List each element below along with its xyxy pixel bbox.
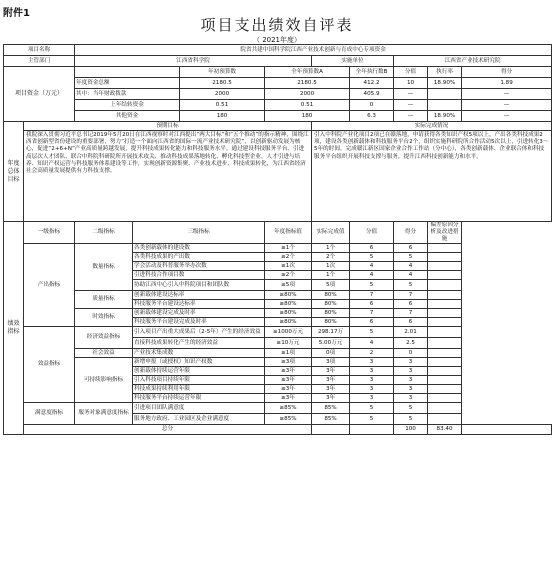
l2-indicator: 时效指标 xyxy=(75,309,133,327)
funds-row: 上年结转资金 0.51 0.51 0 — — xyxy=(4,100,552,111)
perf-header: 得分 xyxy=(394,222,428,244)
total-score: 83.40 xyxy=(428,425,462,435)
funds-label: 项目资金（万元） xyxy=(4,67,75,122)
table-row: 满意度指标 服务对象满意度指标 引进项目团队满意度 ≥85% 85% 5 5 xyxy=(4,403,552,414)
table-row: 服务地方政府、工业园区及企业满意度 ≥85% 85% 5 5 xyxy=(4,414,552,425)
unit-name: 江西省产业技术研究院 xyxy=(394,56,552,67)
table-row: 各类科技成果的产出数 ≥2个 2个 5 5 xyxy=(4,253,552,262)
dept-name: 江西省科学院 xyxy=(75,56,312,67)
table-row: 效益指标 经济效益指标 引入项目产出重大成果后（2-5年）产生的经济效益 ≥1000万元 298.17万 5 2.01 xyxy=(4,327,552,338)
funds-header-score: 得分 xyxy=(462,67,552,78)
funds-header-initial: 年初预算数 xyxy=(180,67,265,78)
l2-indicator: 可持续影响指标 xyxy=(75,358,133,403)
table-row: 社会效益 产业技术集成数 ≥1项 0项 2 0 xyxy=(4,349,552,358)
table-row: 直接科技成果转化产生的经济效益 ≥10万元 5.00万元 4 2.5 xyxy=(4,338,552,349)
funds-header-annual: 全年预算数A xyxy=(265,67,350,78)
page-title: 项目支出绩效自评表 xyxy=(200,16,354,34)
funds-row: 其中：当年财政拨款 2000 2000 405.9 — — xyxy=(4,89,552,100)
perf-header: 三级指标 xyxy=(133,222,265,244)
perf-header: 分值 xyxy=(350,222,394,244)
project-name: 院省共建中国科学院江西产业技术创新与育成中心专项资金 xyxy=(75,45,552,56)
funds-row: 其他资金 180 180 6.3 — 18.90% — xyxy=(4,111,552,122)
project-name-label: 项目名称 xyxy=(4,45,75,56)
funds-header-value: 分值 xyxy=(394,67,428,78)
total-value: 100 xyxy=(394,425,428,435)
perf-header: 实际完成值 xyxy=(312,222,350,244)
perf-header: 年度指标值 xyxy=(265,222,312,244)
table-row: 引入科技项目持续年限 ≥3年 3年 3 3 xyxy=(4,376,552,385)
table-row: 时效指标 创新载体建设完成及时率 ≥80% 80% 7 7 xyxy=(4,309,552,318)
table-row: 可持续影响指标 新增申报（或授权）知识产权数 ≥3项 3项 3 3 xyxy=(4,358,552,367)
table-row: 科技服务平台建设达标率 ≥80% 80% 6 6 xyxy=(4,300,552,309)
perf-header: 一级指标 xyxy=(24,222,75,244)
l2-indicator: 经济效益指标 xyxy=(75,327,133,349)
funds-header-executed: 全年执行数B xyxy=(350,67,394,78)
attachment-label: 附件1 xyxy=(3,8,30,19)
unit-label: 实施单位 xyxy=(312,56,394,67)
table-row: 科技服务平台持续运营年限 ≥3年 3年 3 3 xyxy=(4,394,552,403)
l2-indicator: 服务对象满意度指标 xyxy=(75,403,133,425)
table-row: 科技服务平台建设完成及时率 ≥80% 80% 6 6 xyxy=(4,318,552,327)
dept-label: 主管部门 xyxy=(4,56,75,67)
table-row: 协助江西中心引入中科院项目和团队数 ≥5项 5项 5 5 xyxy=(4,280,552,291)
l2-indicator: 质量指标 xyxy=(75,291,133,309)
l2-indicator: 社会效益 xyxy=(75,349,133,358)
perf-header: 偏差原因分析及改进措施 xyxy=(428,222,462,244)
report-year: （ 2021年度） xyxy=(252,36,302,44)
goals-expected-text: 我院深入贯彻习近平总书记2019年5月20日在江西视察时对江西提出“两大目标”和“五个推动”的指示精神，围绕江西省创新型省份建设的重要部署，努力“打造一个面向江西省的国际一流产业技术研究院”，以创新驱动发展为核心，促进“2+6+N”产业高质量跨越发展，提升科技成果转化能力和科技服务水平。通过建设科技服务平台、引进高层次人才团队、联合中科院科研院所开展技术攻关、推动科技成果落地转化、孵化科技型企业，人才引进与培养、知识产权运营与科技服务体系建设等工作，实现创新资源集聚、产业技术进步、科技成果转化，为江西省经济社会高质量发展提供有力科技支撑。 xyxy=(24,131,312,222)
goals-expected-label: 预期目标 xyxy=(24,122,312,131)
total-label: 总分 xyxy=(24,425,312,435)
table-row: 引进科技合作项目数 ≥2个 1个 4 4 xyxy=(4,271,552,280)
table-row: 科技成果持续利用年限 ≥3年 3年 3 3 xyxy=(4,385,552,394)
l1-indicator: 效益指标 xyxy=(24,327,75,403)
l2-indicator: 数量指标 xyxy=(75,244,133,291)
goals-actual-text: 引入中科院产业化项目2项已在赣落地，申请获得各类知识产权5项以上，产出各类科技成果2项，建设各类创新载体和科技服务平台2个，组织实施科研院所合作活动5次以上，引进转化3～5年的时间，完成赣江新区国家企业合作工作站（分中心），各类创新载体、企业联合体和科技服务平台组织开展科技支撑与服务，提升江西科技创新能力和水平。 xyxy=(312,131,552,222)
funds-header-rate: 执行率 xyxy=(428,67,462,78)
l1-indicator: 产出指标 xyxy=(24,244,75,327)
goals-label: 年度总体目标 xyxy=(4,122,24,222)
goals-actual-label: 实际完成情况 xyxy=(312,122,552,131)
perf-header: 二级指标 xyxy=(75,222,133,244)
total-row xyxy=(4,425,552,435)
table-row: 产出指标 数量指标 各类创新载体的建设数 ≥1个 1个 6 6 xyxy=(4,244,552,253)
perf-section-label: 绩效指标 xyxy=(4,222,24,435)
evaluation-table xyxy=(3,44,552,435)
table-row: 学会活动及科普服务举办次数 ≥1次 1次 4 4 xyxy=(4,262,552,271)
table-row: 质量指标 创新载体建设达标率 ≥80% 80% 7 7 xyxy=(4,291,552,300)
l1-indicator: 满意度指标 xyxy=(24,403,75,425)
table-row: 创新载体持续运营年限 ≥3年 3年 3 3 xyxy=(4,367,552,376)
funds-row: 年度资金总额 2180.5 2180.5 412.2 10 18.90% 1.89 xyxy=(4,78,552,89)
